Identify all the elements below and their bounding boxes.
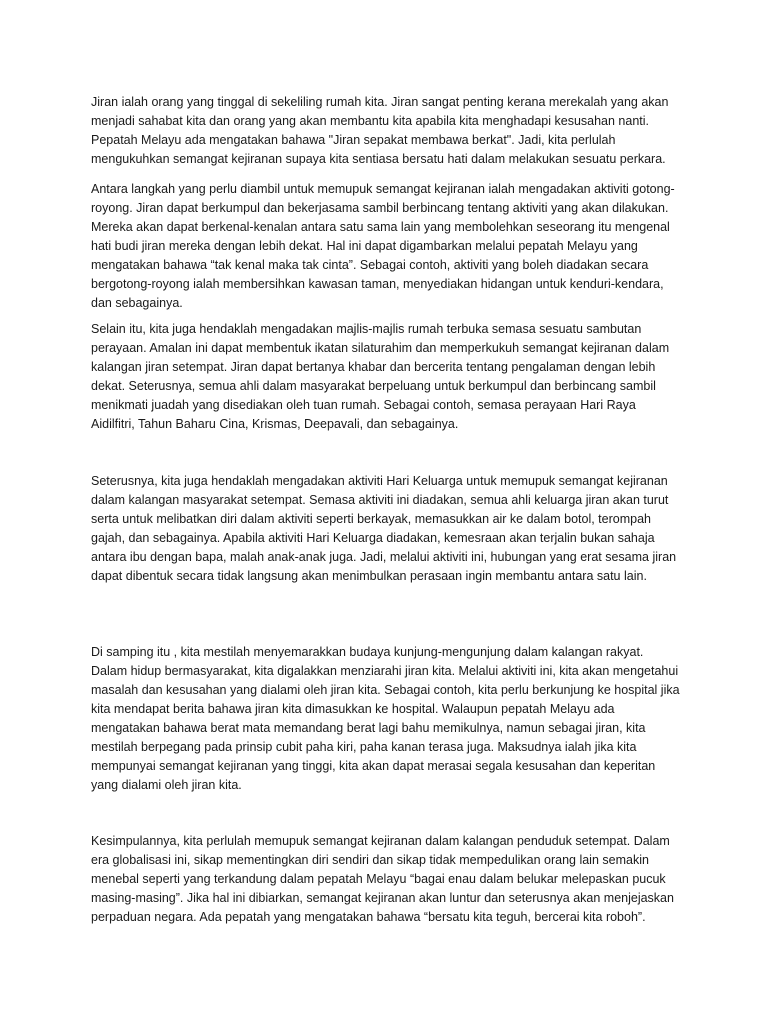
paragraph-hari-keluarga: Seterusnya, kita juga hendaklah mengadakan aktiviti Hari Keluarga untuk memupuk semangat kejiranan dalam kalangan masyarakat setempat. Semasa aktiviti ini diadakan, semua ahli keluarga jiran akan turut serta untuk melibatkan diri dalam aktiviti seperti berkayak, memasukkan air ke dalam botol, terompah gajah, dan sebagainya. Apabila aktiviti Hari Keluarga diadakan, kemesraan akan terjalin bukan sahaja antara ibu dengan bapa, malah anak-anak juga. Jadi, melalui aktiviti ini, hubungan yang erat sesama jiran dapat dibentuk secara tidak langsung akan menimbulkan perasaan ingin membantu antara satu lain. <box>91 474 677 583</box>
paragraph-kunjung-mengunjung: Di samping itu , kita mestilah menyemarakkan budaya kunjung-mengunjung dalam kalangan rakyat. Dalam hidup bermasyarakat, kita digalakkan menziarahi jiran kita. Melalui aktiviti ini, kita akan mengetahui masalah dan kesusahan yang dialami oleh jiran kita. Sebagai contoh, kita perlu berkunjung ke hospital jika kita mendapat berita bahawa jiran kita dimasukkan ke hospital. Walaupun pepatah Melayu ada mengatakan bahawa berat mata memandang berat lagi bahu memikulnya, namun sebagai jiran, kita mestilah berpegang pada prinsip cubit paha kiri, paha kanan terasa juga. Maksudnya ialah jika kita mempunyai semangat kejiranan yang tinggi, kita akan dapat merasai segala kesusahan dan keperitan yang dialami oleh jiran kita. <box>91 645 680 792</box>
paragraph-conclusion: Kesimpulannya, kita perlulah memupuk semangat kejiranan dalam kalangan penduduk setempat. Dalam era globalisasi ini, sikap mementingkan diri sendiri dan sikap tidak mempedulikan orang lain semakin menebal seperti yang terkandung dalam pepatah Melayu “bagai enau dalam belukar melepaskan pucuk masing-masing”. Jika hal ini dibiarkan, semangat kejiranan akan luntur dan seterusnya akan menjejaskan perpaduan negara. Ada pepatah yang mengatakan bahawa “bersatu kita teguh, bercerai kita roboh”. <box>91 834 674 924</box>
paragraph-rumah-terbuka: Selain itu, kita juga hendaklah mengadakan majlis-majlis rumah terbuka semasa sesuatu sambutan perayaan. Amalan ini dapat membentuk ikatan silaturahim dan memperkukuh semangat kejiranan dalam kalangan jiran setempat. Jiran dapat bertanya khabar dan bercerita tentang pengalaman dengan lebih dekat. Seterusnya, semua ahli dalam masyarakat berpeluang untuk berkumpul dan berbincang sambil menikmati juadah yang disediakan oleh tuan rumah. Sebagai contoh, semasa perayaan Hari Raya Aidilfitri, Tahun Baharu Cina, Krismas, Deepavali, dan sebagainya. <box>91 322 670 431</box>
paragraph-introduction: Jiran ialah orang yang tinggal di sekeliling rumah kita. Jiran sangat penting kerana merekalah yang akan menjadi sahabat kita dan orang yang akan membantu kita apabila kita menghadapi kesusahan nanti. Pepatah Melayu ada mengatakan bahawa "Jiran sepakat membawa berkat". Jadi, kita perlulah mengukuhkan semangat kejiranan supaya kita sentiasa bersatu hati dalam melakukan sesuatu perkara. <box>91 95 669 166</box>
paragraph-gotong-royong: Antara langkah yang perlu diambil untuk memupuk semangat kejiranan ialah mengadakan aktiviti gotong-royong. Jiran dapat berkumpul dan bekerjasama sambil berbincang tentang aktiviti yang akan dilakukan. Mereka akan dapat berkenal-kenalan antara satu sama lain yang membolehkan seseorang itu mengenal hati budi jiran mereka dengan lebih dekat. Hal ini dapat digambarkan melalui pepatah Melayu yang mengatakan bahawa “tak kenal maka tak cinta”. Sebagai contoh, aktiviti yang boleh diadakan secara bergotong-royong ialah membersihkan kawasan taman, menyediakan hidangan untuk kenduri-kendara, dan sebagainya. <box>91 182 675 310</box>
